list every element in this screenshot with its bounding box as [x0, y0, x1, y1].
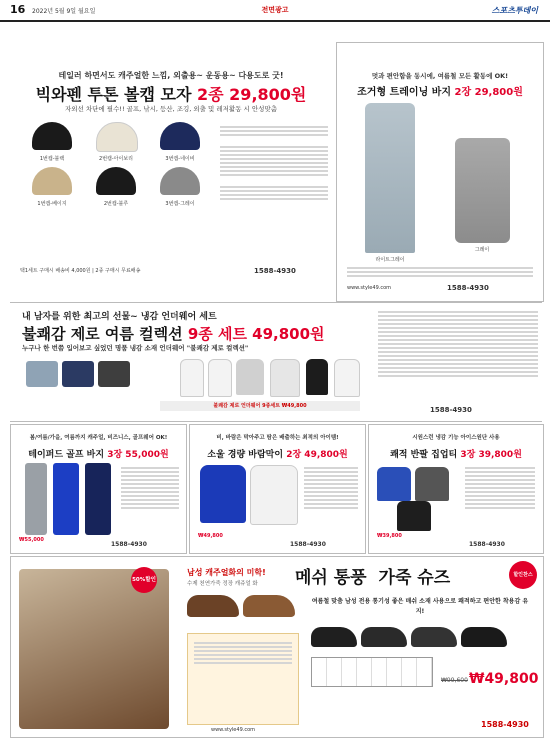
boxer-brief-2 [62, 361, 94, 387]
boxer-brief-3 [98, 361, 130, 387]
shoes-hero-image [19, 569, 169, 729]
cap-label-4: 1번캡-베이지 [37, 201, 67, 207]
shoes-promo-top: 남성 캐주얼화의 미학! [187, 568, 266, 577]
underwear-title-red: 9종 세트 49,800원 [187, 325, 325, 343]
shoe-brown-1 [187, 595, 239, 617]
underwear-description [378, 309, 538, 379]
cap-tagline: 테일러 하면서도 캐주얼한 느낌, 외출용~ 운동용~ 다용도로 굿! [58, 71, 284, 80]
page-number: 16 [10, 3, 26, 16]
cap-label-1: 1번캡-블랙 [39, 156, 65, 162]
shoe-brown-2 [243, 595, 295, 617]
windbreaker-title-red: 2장 49,800원 [286, 450, 348, 460]
polo-gray [415, 467, 449, 501]
shoes-promo-sub: 수제 천연가죽 정장 캐쥬얼 화 [187, 581, 258, 587]
golf-title [11, 447, 186, 460]
polo-title [369, 447, 543, 460]
issue-date: 2022년 5월 9일 월요일 [32, 8, 96, 15]
underwear-subtitle: 누구나 한 번쯤 입어보고 싶었던 명품 냉감 소재 언더웨어 "불쾌감 제로 컬렉션" [22, 344, 249, 352]
cap-phone: 1588-4930 [254, 267, 296, 275]
newspaper-logo: 스포츠투데이 [491, 6, 538, 15]
shoes-phone: 1588-4930 [481, 720, 529, 729]
windbreaker-title [190, 447, 365, 460]
cap-title [10, 82, 332, 105]
underwear-banner: 불쾌감 제로 언더웨어 9종세트 ₩49,800 [160, 401, 360, 411]
pants-title-red: 2장 29,800원 [454, 87, 523, 98]
windbreaker-phone: 1588-4930 [290, 541, 326, 548]
underwear-ad [10, 302, 542, 422]
tank-top-3 [306, 359, 328, 395]
pants-web: www.style49.com [347, 285, 392, 291]
cap-subtitle: 자외선 차단에 필수!! 골프, 낚시, 등산, 조깅, 외출 및 레저활동 시 안성맞춤 [64, 105, 278, 113]
polo-ad [368, 424, 544, 554]
windbreaker-white [250, 465, 298, 525]
cap-description [220, 124, 328, 202]
cap-price-note: 택1세트 구매시 배송비 4,000원 | 2종 구매시 무료배송 [20, 268, 141, 274]
page-header [0, 0, 550, 22]
polo-blue [377, 467, 411, 501]
pants-title-black: 조거형 트레이닝 바지 [357, 87, 452, 98]
cap-image-2 [96, 122, 138, 152]
polo-description [465, 465, 535, 511]
shoe-black-4 [461, 627, 507, 647]
tank-top-1 [180, 359, 204, 397]
windbreaker-description [304, 465, 358, 511]
cap-image-3 [160, 122, 200, 150]
cap-label-6: 3번캡-그레이 [165, 201, 195, 207]
cap-image-5 [96, 167, 136, 195]
shoe-black-2 [361, 627, 407, 647]
underwear-phone: 1588-4930 [430, 406, 472, 414]
boxer-brief-1 [26, 361, 58, 387]
polo-phone: 1588-4930 [469, 541, 505, 548]
cap-label-2: 2번캡-아이보리 [99, 156, 133, 162]
golf-pants-ad [10, 424, 187, 554]
shoes-right-badge: 할인찬스 [509, 561, 537, 589]
shoes-ad [10, 556, 544, 738]
tshirt-1 [236, 359, 264, 395]
pants-label-2: 그레이 [474, 247, 490, 253]
cap-image-6 [160, 167, 200, 195]
shoes-title [295, 563, 450, 588]
shoes-size-table [311, 657, 433, 687]
shoe-black-1 [311, 627, 357, 647]
golf-phone: 1588-4930 [111, 541, 147, 548]
shoe-black-3 [411, 627, 457, 647]
polo-title-red: 3장 39,800원 [460, 450, 522, 460]
windbreaker-title-black: 소울 경량 바람막이 [207, 450, 284, 460]
underwear-title [22, 323, 325, 344]
pants-phone: 1588-4930 [447, 284, 489, 292]
shoes-web: www.style49.com [211, 727, 256, 733]
pants-image-2 [455, 138, 510, 243]
shoes-old-price: ₩99,600 [441, 677, 468, 684]
cap-label-3: 3번캡-네이비 [165, 156, 195, 162]
shoes-title-black: 메쉬 통풍 [295, 568, 367, 588]
golf-title-red: 3장 55,000원 [107, 450, 169, 460]
cap-label-5: 2번캡-블루 [103, 201, 129, 207]
pants-image-1 [365, 103, 415, 253]
windbreaker-blue [200, 465, 246, 523]
golf-pants-blue [53, 463, 79, 535]
cap-title-red: 2종 29,800원 [197, 85, 307, 104]
cap-image-1 [32, 122, 72, 150]
pants-label-1: 라이트그레이 [375, 257, 405, 263]
windbreaker-tagline: 비, 바람은 막아주고 땀은 배출하는 최적의 아이템! [216, 435, 339, 441]
cap-ad [10, 42, 332, 300]
section-title: 전면광고 [261, 6, 289, 14]
tshirt-2 [270, 359, 300, 397]
pants-tagline: 멋과 편안함을 동시에, 여름철 모든 활동에 OK! [371, 72, 509, 80]
golf-pants-navy [85, 463, 111, 535]
golf-description [121, 465, 179, 511]
pants-title [337, 83, 543, 98]
golf-title-black: 테이퍼드 골프 바지 [28, 450, 105, 460]
shoes-discount-badge: 50%할인 [131, 567, 157, 593]
shoes-feature-box [187, 633, 299, 725]
polo-title-black: 쾌적 반팔 집업티 [390, 450, 458, 460]
windbreaker-price: ₩49,800 [198, 533, 223, 539]
tshirt-3 [334, 359, 360, 397]
pants-description [347, 265, 533, 279]
underwear-title-black: 불쾌감 제로 여름 컬렉션 [22, 325, 183, 343]
shoes-quote: 여름철 맞춤 남성 전용 통기성 좋은 매쉬 소재 사용으로 쾌적하고 편안한 착용감 유지! [311, 598, 529, 615]
polo-black [397, 501, 431, 531]
tank-top-2 [208, 359, 232, 397]
golf-tagline: 봄/여름/가을, 여름까지 캐주얼, 비즈니스, 골프웨어 OK! [29, 435, 168, 441]
golf-price: ₩55,000 [19, 537, 44, 543]
shoes-price: ₩49,800 [469, 671, 539, 687]
underwear-tagline: 내 남자를 위한 최고의 선물~ 냉감 언더웨어 세트 [22, 312, 217, 322]
polo-tagline: 시원스런 냉감 기능 아이스원단 사용 [412, 435, 500, 441]
shoes-title-mid: 가죽 슈즈 [378, 568, 451, 588]
cap-image-4 [32, 167, 72, 195]
windbreaker-ad [189, 424, 366, 554]
jogger-pants-ad [336, 42, 544, 302]
polo-price: ₩39,800 [377, 533, 402, 539]
cap-title-black: 빅와펜 투톤 볼캡 모자 [35, 85, 192, 104]
golf-pants-gray [25, 463, 47, 535]
